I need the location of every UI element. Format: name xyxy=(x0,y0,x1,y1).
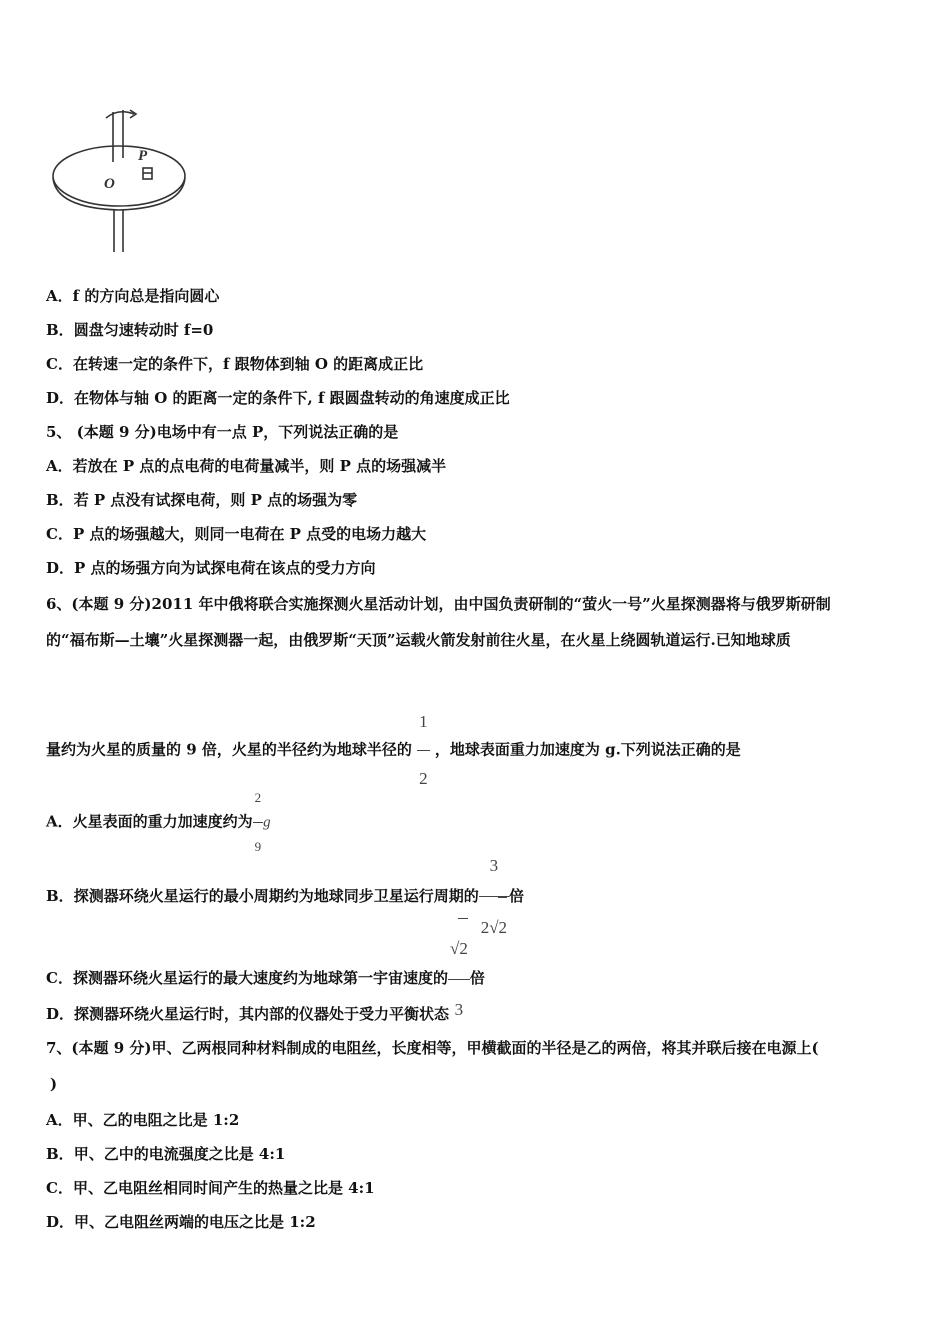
q6-stem-line-3: 量约为火星的质量的 9 倍，火星的半径约为地球半径的 $\frac{1}{2}$ ，地球表面重力加速度为 g.下列说法正确的是 xyxy=(46,694,741,807)
rotating-disc-figure xyxy=(48,100,198,255)
fraction-one-half: $\frac{1}{2}$ xyxy=(419,712,428,788)
q7-option-a: A．甲、乙的电阻之比是 1:2 xyxy=(46,1111,240,1129)
q7-option-b: B．甲、乙中的电流强度之比是 4:1 xyxy=(46,1145,286,1163)
q4-option-b: B．圆盘匀速转动时 f=0 xyxy=(46,321,214,339)
q6-stem-line-1: 6、(本题 9 分)2011 年中俄将联合实施探测火星活动计划，由中国负责研制的“萤火一号”火星探测器将与俄罗斯研制 xyxy=(46,595,831,613)
q5-option-d: D．P 点的场强方向为试探电荷在该点的受力方向 xyxy=(46,559,376,577)
figure-label-p: P xyxy=(138,148,148,164)
q7-stem-line-1: 7、(本题 9 分)甲、乙两根同种材料制成的电阻丝，长度相等，甲横截面的半径是乙的两倍，将其并联后接在电源上( xyxy=(46,1039,819,1057)
q6-option-d: D．探测器环绕火星运行时，其内部的仪器处于受力平衡状态 xyxy=(46,1005,450,1023)
fraction-two-ninths: $\frac{2}{9}$ xyxy=(254,790,262,854)
q4-option-a: A．f 的方向总是指向圆心 xyxy=(46,287,220,305)
fraction-root-two-over-three: $\frac{√2}{3}$ xyxy=(448,918,470,1040)
q7-stem-line-2: ) xyxy=(50,1075,58,1093)
q4-option-d: D．在物体与轴 O 的距离一定的条件下, f 跟圆盘转动的角速度成正比 xyxy=(46,389,510,407)
q5-stem: 5、 (本题 9 分)电场中有一点 P，下列说法正确的是 xyxy=(46,423,399,441)
q5-option-c: C．P 点的场强越大，则同一电荷在 P 点受的电场力越大 xyxy=(46,525,427,543)
q6-option-b: B．探测器环绕火星运行的最小周期约为地球同步卫星运行周期的 $\frac{3}{2√2}$ 倍 xyxy=(46,836,524,958)
q6-option-c: C．探测器环绕火星运行的最大速度约为地球第一宇宙速度的 $\frac{√2}{3}$ 倍 xyxy=(46,918,485,1040)
q5-option-a: A．若放在 P 点的点电荷的电荷量减半，则 P 点的场强减半 xyxy=(46,457,447,475)
figure-label-o: O xyxy=(104,176,115,192)
q7-option-c: C．甲、乙电阻丝相同时间产生的热量之比是 4:1 xyxy=(46,1179,375,1197)
q5-option-b: B．若 P 点没有试探电荷，则 P 点的场强为零 xyxy=(46,491,358,509)
q4-option-c: C．在转速一定的条件下，f 跟物体到轴 O 的距离成正比 xyxy=(46,355,424,373)
q7-option-d: D．甲、乙电阻丝两端的电压之比是 1:2 xyxy=(46,1213,316,1231)
q6-option-a: A．火星表面的重力加速度约为 $\frac{2}{9}$ g xyxy=(46,774,271,871)
fraction-three-over-two-root-two: $\frac{3}{2√2}$ xyxy=(479,836,509,958)
q6-stem-line-2: 的“福布斯—土壤”火星探测器一起，由俄罗斯“天顶”运载火箭发射前往火星，在火星上绕圆轨道运行.已知地球质 xyxy=(46,631,791,649)
